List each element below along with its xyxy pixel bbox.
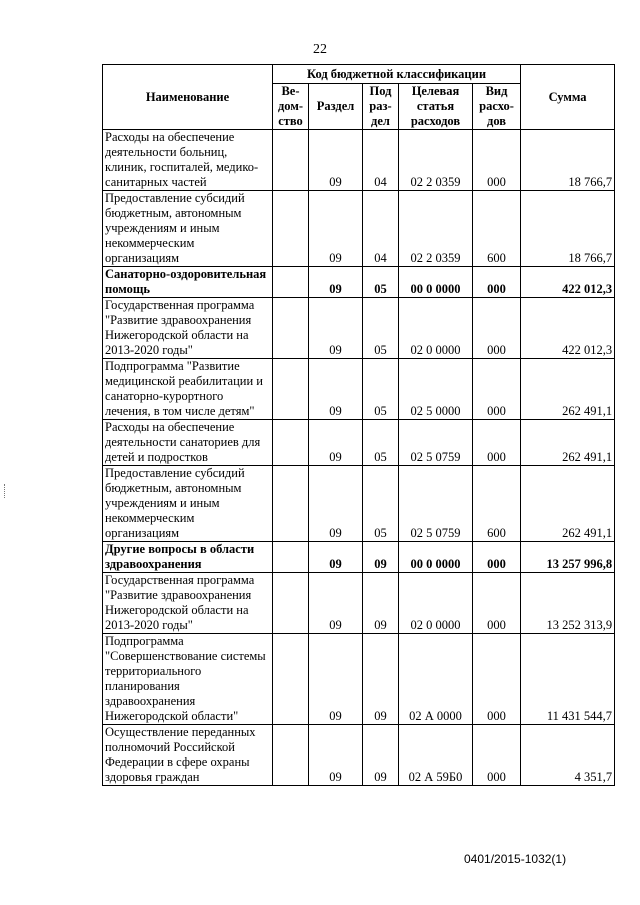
row-podrazdel: 04 — [363, 130, 399, 191]
row-summa: 4 351,7 — [521, 725, 615, 786]
row-celevaya: 02 А 59Б0 — [399, 725, 473, 786]
row-name: Предоставление субсидий бюджетным, автономным учреждениям и иным некоммерческим организациям — [103, 466, 273, 542]
table-row — [103, 725, 615, 786]
row-vid: 000 — [473, 634, 521, 725]
row-razdel: 09 — [309, 359, 363, 420]
row-vid: 000 — [473, 725, 521, 786]
row-vid: 000 — [473, 573, 521, 634]
row-celevaya: 02 5 0759 — [399, 420, 473, 466]
row-razdel: 09 — [309, 573, 363, 634]
footer-code: 0401/2015-1032(1) — [464, 852, 567, 866]
row-razdel: 09 — [309, 725, 363, 786]
row-summa: 13 257 996,8 — [521, 542, 615, 573]
row-razdel: 09 — [309, 542, 363, 573]
table-row — [103, 542, 615, 573]
row-razdel: 09 — [309, 298, 363, 359]
row-razdel: 09 — [309, 634, 363, 725]
row-summa: 422 012,3 — [521, 267, 615, 298]
row-vedomstvo — [273, 267, 309, 298]
row-name: Осуществление переданных полномочий Российской Федерации в сфере охраны здоровья граждан — [103, 725, 273, 786]
row-celevaya: 02 2 0359 — [399, 191, 473, 267]
table-row — [103, 573, 615, 634]
row-celevaya: 02 5 0759 — [399, 466, 473, 542]
header-razdel: Раздел — [309, 84, 363, 130]
row-vedomstvo — [273, 298, 309, 359]
row-summa: 13 252 313,9 — [521, 573, 615, 634]
row-podrazdel: 05 — [363, 359, 399, 420]
row-vid: 000 — [473, 420, 521, 466]
row-summa: 18 766,7 — [521, 191, 615, 267]
row-razdel: 09 — [309, 267, 363, 298]
row-vid: 600 — [473, 466, 521, 542]
row-podrazdel: 04 — [363, 191, 399, 267]
row-vid: 000 — [473, 298, 521, 359]
row-vedomstvo — [273, 725, 309, 786]
header-vid: Вид расхо- дов — [473, 84, 521, 130]
page-number: 22 — [313, 42, 327, 57]
header-celevaya: Целевая статья расходов — [399, 84, 473, 130]
row-vid: 000 — [473, 542, 521, 573]
row-vid: 000 — [473, 359, 521, 420]
row-name: Государственная программа "Развитие здравоохранения Нижегородской области на 2013-2020 годы" — [103, 298, 273, 359]
budget-table — [102, 64, 615, 786]
table-row — [103, 634, 615, 725]
header-kod-group: Код бюджетной классификации — [273, 65, 521, 84]
row-vedomstvo — [273, 542, 309, 573]
table-row — [103, 298, 615, 359]
table-body — [103, 130, 615, 786]
row-podrazdel: 05 — [363, 420, 399, 466]
row-name: Другие вопросы в области здравоохранения — [103, 542, 273, 573]
row-summa: 11 431 544,7 — [521, 634, 615, 725]
row-name: Расходы на обеспечение деятельности санаториев для детей и подростков — [103, 420, 273, 466]
row-celevaya: 02 А 0000 — [399, 634, 473, 725]
row-name: Санаторно-оздоровительная помощь — [103, 267, 273, 298]
row-vedomstvo — [273, 191, 309, 267]
table-row — [103, 359, 615, 420]
table-row — [103, 130, 615, 191]
table-row — [103, 267, 615, 298]
row-name: Государственная программа "Развитие здравоохранения Нижегородской области на 2013-2020 годы" — [103, 573, 273, 634]
row-podrazdel: 09 — [363, 573, 399, 634]
row-vedomstvo — [273, 420, 309, 466]
row-celevaya: 02 0 0000 — [399, 573, 473, 634]
header-vedomstvo: Ве- дом- ство — [273, 84, 309, 130]
row-vid: 000 — [473, 130, 521, 191]
row-podrazdel: 09 — [363, 634, 399, 725]
margin-mark — [4, 484, 7, 498]
row-summa: 262 491,1 — [521, 420, 615, 466]
row-summa: 18 766,7 — [521, 130, 615, 191]
row-vid: 600 — [473, 191, 521, 267]
row-summa: 262 491,1 — [521, 466, 615, 542]
table-row — [103, 420, 615, 466]
row-razdel: 09 — [309, 420, 363, 466]
row-summa: 422 012,3 — [521, 298, 615, 359]
row-vid: 000 — [473, 267, 521, 298]
row-vedomstvo — [273, 573, 309, 634]
header-podrazdel: Под раз- дел — [363, 84, 399, 130]
row-name: Расходы на обеспечение деятельности больниц, клиник, госпиталей, медико-санитарных частей — [103, 130, 273, 191]
row-celevaya: 02 5 0000 — [399, 359, 473, 420]
row-podrazdel: 05 — [363, 466, 399, 542]
row-name: Подпрограмма "Совершенствование системы территориального планирования здравоохранения Нижегородской области" — [103, 634, 273, 725]
row-razdel: 09 — [309, 130, 363, 191]
header-name: Наименование — [103, 65, 273, 130]
row-podrazdel: 05 — [363, 298, 399, 359]
row-name: Подпрограмма "Развитие медицинской реабилитации и санаторно-курортного лечения, в том числе детям" — [103, 359, 273, 420]
row-podrazdel: 09 — [363, 542, 399, 573]
row-razdel: 09 — [309, 466, 363, 542]
row-vedomstvo — [273, 466, 309, 542]
row-podrazdel: 09 — [363, 725, 399, 786]
table-row — [103, 191, 615, 267]
row-celevaya: 00 0 0000 — [399, 542, 473, 573]
row-vedomstvo — [273, 359, 309, 420]
table-row — [103, 466, 615, 542]
row-vedomstvo — [273, 634, 309, 725]
row-vedomstvo — [273, 130, 309, 191]
row-celevaya: 00 0 0000 — [399, 267, 473, 298]
row-razdel: 09 — [309, 191, 363, 267]
row-summa: 262 491,1 — [521, 359, 615, 420]
row-name: Предоставление субсидий бюджетным, автономным учреждениям и иным некоммерческим организациям — [103, 191, 273, 267]
row-celevaya: 02 2 0359 — [399, 130, 473, 191]
row-celevaya: 02 0 0000 — [399, 298, 473, 359]
row-podrazdel: 05 — [363, 267, 399, 298]
header-summa: Сумма — [521, 65, 615, 130]
